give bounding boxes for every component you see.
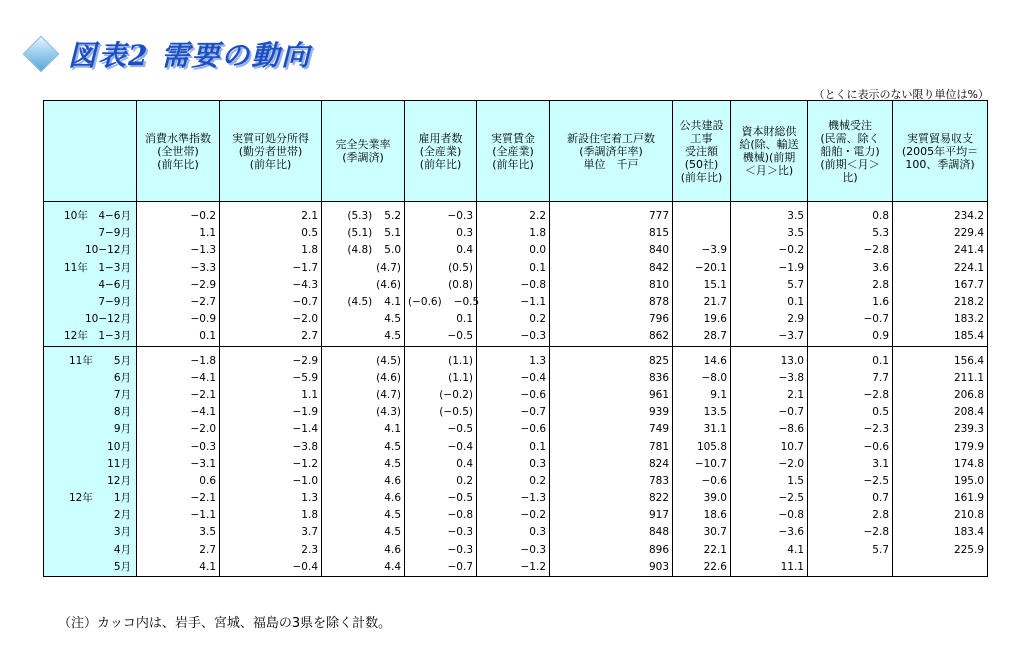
table-cell: 241.4 xyxy=(893,242,988,259)
table-cell: −0.6 xyxy=(673,473,731,490)
table-cell: 824 xyxy=(550,456,673,473)
excluded-value: (4.8) xyxy=(347,244,373,257)
table-cell: −0.3 xyxy=(405,542,477,559)
table-cell: −0.7 xyxy=(405,559,477,577)
table-cell: 15.1 xyxy=(673,277,731,294)
table-cell: 22.6 xyxy=(673,559,731,577)
table-cell: −0.5 xyxy=(405,490,477,507)
table-cell: 22.1 xyxy=(673,542,731,559)
cell-value: 5.0 xyxy=(384,244,401,257)
table-cell: 0.3 xyxy=(477,456,550,473)
table-cell: (4.7) xyxy=(322,260,405,277)
table-cell: 167.7 xyxy=(893,277,988,294)
table-body xyxy=(44,202,988,577)
table-cell: 5.7 xyxy=(808,542,893,559)
table-cell: 7.7 xyxy=(808,370,893,387)
table-cell: 31.1 xyxy=(673,421,731,438)
row-label: 2月 xyxy=(44,507,137,524)
table-cell: −0.4 xyxy=(405,438,477,455)
table-cell: 836 xyxy=(550,370,673,387)
table-cell: −8.6 xyxy=(731,421,808,438)
table-cell: 14.6 xyxy=(673,353,731,370)
table-cell: −2.0 xyxy=(220,311,322,328)
table-cell: 183.2 xyxy=(893,311,988,328)
table-cell: 0.1 xyxy=(477,260,550,277)
cell-value: 4.1 xyxy=(384,296,401,309)
table-row xyxy=(44,294,988,311)
table-cell: −2.7 xyxy=(137,294,220,311)
row-label: 7−9月 xyxy=(44,225,137,242)
table-cell: 878 xyxy=(550,294,673,311)
row-label: 3月 xyxy=(44,524,137,541)
table-cell: 0.3 xyxy=(477,524,550,541)
table-cell: 2.9 xyxy=(731,311,808,328)
table-cell: 749 xyxy=(550,421,673,438)
header-blank xyxy=(44,101,137,202)
table-cell: −2.0 xyxy=(137,421,220,438)
table-cell: −0.6 xyxy=(477,387,550,404)
table-row xyxy=(44,260,988,277)
table-cell: 0.1 xyxy=(405,311,477,328)
table-cell xyxy=(405,294,480,311)
table-cell: 0.9 xyxy=(808,328,893,346)
table-cell: 1.3 xyxy=(220,490,322,507)
diamond-icon xyxy=(23,36,60,73)
table-cell xyxy=(322,208,405,225)
table-cell: 4.4 xyxy=(322,559,405,577)
table-cell: 225.9 xyxy=(893,542,988,559)
table-cell: −2.1 xyxy=(137,387,220,404)
table-cell: 2.7 xyxy=(220,328,322,346)
column-header: 消費水準指数 (全世帯) (前年比) xyxy=(137,101,220,202)
table-cell: −0.3 xyxy=(405,208,477,225)
table-cell: −0.8 xyxy=(731,507,808,524)
table-row xyxy=(44,542,988,559)
row-label: 10−12月 xyxy=(44,242,137,259)
table-cell: −3.3 xyxy=(137,260,220,277)
table-cell: −2.8 xyxy=(808,524,893,541)
demand-table xyxy=(43,100,988,577)
column-header: 実質可処分所得 (勤労者世帯) (前年比) xyxy=(220,101,322,202)
table-cell: 28.7 xyxy=(673,328,731,346)
table-cell: −0.9 xyxy=(137,311,220,328)
table-cell: 1.6 xyxy=(808,294,893,311)
row-label: 10年 4−6月 xyxy=(44,208,137,225)
table-cell: 10.7 xyxy=(731,438,808,455)
table-cell: −0.8 xyxy=(405,507,477,524)
row-label: 12年 1月 xyxy=(44,490,137,507)
table-cell: 161.9 xyxy=(893,490,988,507)
table-cell: −0.6 xyxy=(808,438,893,455)
table-cell: 781 xyxy=(550,438,673,455)
header-row xyxy=(44,101,988,202)
table-cell: 3.5 xyxy=(731,225,808,242)
table-cell: 825 xyxy=(550,353,673,370)
table-row xyxy=(44,438,988,455)
table-cell: (0.8) xyxy=(405,277,477,294)
table-cell xyxy=(322,225,405,242)
table-cell: 174.8 xyxy=(893,456,988,473)
unit-note: （とくに表示のない限り単位は%） xyxy=(813,88,989,101)
table-cell: 234.2 xyxy=(893,208,988,225)
column-header: 実質賃金 (全産業) (前年比) xyxy=(477,101,550,202)
row-label: 9月 xyxy=(44,421,137,438)
row-label: 11月 xyxy=(44,456,137,473)
table-cell: −1.3 xyxy=(477,490,550,507)
table-row xyxy=(44,404,988,421)
table-cell: 848 xyxy=(550,524,673,541)
table-cell: 185.4 xyxy=(893,328,988,346)
cell-value: 5.2 xyxy=(384,210,401,223)
table-cell: (4.6) xyxy=(322,277,405,294)
table-cell: −0.5 xyxy=(405,328,477,346)
excluded-value: (5.3) xyxy=(347,210,373,223)
column-header: 資本財総供 給(除、輸送 機械)(前期 ＜月＞比) xyxy=(731,101,808,202)
table-cell: −0.2 xyxy=(477,507,550,524)
table-cell: −1.7 xyxy=(220,260,322,277)
row-label: 4−6月 xyxy=(44,277,137,294)
table-cell: 4.5 xyxy=(322,524,405,541)
table-cell: 3.5 xyxy=(731,208,808,225)
table-cell: 777 xyxy=(550,208,673,225)
table-cell: 3.1 xyxy=(808,456,893,473)
table-row xyxy=(44,277,988,294)
table-cell: −4.1 xyxy=(137,370,220,387)
table-cell: 961 xyxy=(550,387,673,404)
table-cell: 4.6 xyxy=(322,473,405,490)
table-cell: 3.7 xyxy=(220,524,322,541)
table-cell: 0.8 xyxy=(808,208,893,225)
table-cell: −3.9 xyxy=(673,242,731,259)
table-cell: 0.1 xyxy=(808,353,893,370)
table-cell: −1.0 xyxy=(220,473,322,490)
table-cell: 840 xyxy=(550,242,673,259)
table-cell: 2.8 xyxy=(808,507,893,524)
table-row xyxy=(44,490,988,507)
table-cell xyxy=(322,242,405,259)
table-cell: 19.6 xyxy=(673,311,731,328)
table-cell: 0.1 xyxy=(477,438,550,455)
table-cell: 4.5 xyxy=(322,311,405,328)
table-cell: −1.9 xyxy=(731,260,808,277)
table-cell: −0.3 xyxy=(477,542,550,559)
row-label: 5月 xyxy=(44,559,137,577)
table-cell: 11.1 xyxy=(731,559,808,577)
table-cell: 5.3 xyxy=(808,225,893,242)
table-cell: 4.1 xyxy=(322,421,405,438)
table-cell: 2.2 xyxy=(477,208,550,225)
table-cell: (4.5) xyxy=(322,353,405,370)
table-cell: (0.5) xyxy=(405,260,477,277)
table-cell: −1.9 xyxy=(220,404,322,421)
table-cell: −0.8 xyxy=(477,277,550,294)
table-cell: 1.8 xyxy=(220,242,322,259)
table-row xyxy=(44,328,988,346)
table-cell: (1.1) xyxy=(405,353,477,370)
table-cell: 903 xyxy=(550,559,673,577)
table-cell: 0.5 xyxy=(808,404,893,421)
table-cell: −3.8 xyxy=(731,370,808,387)
table-cell: 1.3 xyxy=(477,353,550,370)
table-cell: 0.6 xyxy=(137,473,220,490)
table-row xyxy=(44,353,988,370)
table-row xyxy=(44,559,988,577)
footnote: （注）カッコ内は、岩手、宮城、福島の3県を除く計数。 xyxy=(58,616,392,631)
table-cell: 0.1 xyxy=(137,328,220,346)
table-cell: 796 xyxy=(550,311,673,328)
table-cell: 9.1 xyxy=(673,387,731,404)
table-cell: 218.2 xyxy=(893,294,988,311)
table-row xyxy=(44,242,988,259)
table-cell: 2.8 xyxy=(808,277,893,294)
table-row xyxy=(44,208,988,225)
row-label: 12月 xyxy=(44,473,137,490)
table-cell: 4.6 xyxy=(322,542,405,559)
table-cell: −1.4 xyxy=(220,421,322,438)
table-cell: (−0.2) xyxy=(405,387,477,404)
table-cell: −4.3 xyxy=(220,277,322,294)
table-cell: 224.1 xyxy=(893,260,988,277)
column-header: 公共建設 工事 受注額 (50社) (前年比) xyxy=(673,101,731,202)
table-cell: −3.8 xyxy=(220,438,322,455)
table-cell: 229.4 xyxy=(893,225,988,242)
table-cell: −3.6 xyxy=(731,524,808,541)
table-cell: 239.3 xyxy=(893,421,988,438)
title-area xyxy=(24,34,311,74)
table-cell: −1.1 xyxy=(477,294,550,311)
table-cell: 105.8 xyxy=(673,438,731,455)
table-cell: 206.8 xyxy=(893,387,988,404)
table-cell: −0.7 xyxy=(220,294,322,311)
table-cell: 1.1 xyxy=(137,225,220,242)
row-label: 7−9月 xyxy=(44,294,137,311)
table-cell: 0.7 xyxy=(808,490,893,507)
table-cell: 39.0 xyxy=(673,490,731,507)
table-cell: −2.0 xyxy=(731,456,808,473)
table-cell: −0.3 xyxy=(137,438,220,455)
row-label: 4月 xyxy=(44,542,137,559)
table-row xyxy=(44,473,988,490)
table-cell: 13.0 xyxy=(731,353,808,370)
row-label: 10−12月 xyxy=(44,311,137,328)
row-label: 11年 5月 xyxy=(44,353,137,370)
excluded-value: (5.1) xyxy=(347,227,373,240)
table-cell: 183.4 xyxy=(893,524,988,541)
table-cell: −0.2 xyxy=(137,208,220,225)
row-label: 12年 1−3月 xyxy=(44,328,137,346)
table-cell: 2.3 xyxy=(220,542,322,559)
table-cell: 208.4 xyxy=(893,404,988,421)
table-cell: −0.3 xyxy=(477,328,550,346)
table-cell xyxy=(322,294,405,311)
table-cell: 896 xyxy=(550,542,673,559)
row-label: 11年 1−3月 xyxy=(44,260,137,277)
table-row xyxy=(44,421,988,438)
table-cell: −2.9 xyxy=(137,277,220,294)
table-cell: −4.1 xyxy=(137,404,220,421)
table-cell: −2.9 xyxy=(220,353,322,370)
column-header: 新設住宅着工戸数 (季調済年率) 単位 千戸 xyxy=(550,101,673,202)
table-cell xyxy=(673,208,731,225)
table-row xyxy=(44,370,988,387)
table-cell: 783 xyxy=(550,473,673,490)
table-row xyxy=(44,507,988,524)
table-cell: 2.1 xyxy=(731,387,808,404)
row-label: 7月 xyxy=(44,387,137,404)
table-cell: 21.7 xyxy=(673,294,731,311)
column-header: 実質貿易収支 (2005年平均＝ 100、季調済) xyxy=(893,101,988,202)
table-cell: 842 xyxy=(550,260,673,277)
table-cell: −2.8 xyxy=(808,387,893,404)
table-cell: 917 xyxy=(550,507,673,524)
table-cell: −1.8 xyxy=(137,353,220,370)
table-cell: 4.5 xyxy=(322,456,405,473)
table-cell: 0.2 xyxy=(477,473,550,490)
table-cell: 4.6 xyxy=(322,490,405,507)
table-cell: −2.3 xyxy=(808,421,893,438)
table-cell: 3.5 xyxy=(137,524,220,541)
table-cell: (4.6) xyxy=(322,370,405,387)
table-cell: 0.1 xyxy=(731,294,808,311)
table-cell: 822 xyxy=(550,490,673,507)
table-cell: 2.7 xyxy=(137,542,220,559)
table-cell: 5.7 xyxy=(731,277,808,294)
table-cell: 0.5 xyxy=(220,225,322,242)
table-cell: −0.7 xyxy=(808,311,893,328)
table-cell: 0.2 xyxy=(477,311,550,328)
table-cell: 156.4 xyxy=(893,353,988,370)
table-cell: 1.5 xyxy=(731,473,808,490)
table-cell: (4.7) xyxy=(322,387,405,404)
table-cell: 0.4 xyxy=(405,242,477,259)
table-cell: −1.1 xyxy=(137,507,220,524)
cell-value: −0.5 xyxy=(453,296,480,309)
table-cell: 4.1 xyxy=(731,542,808,559)
table-cell: 1.1 xyxy=(220,387,322,404)
table-cell: 939 xyxy=(550,404,673,421)
table-cell: 30.7 xyxy=(673,524,731,541)
table-cell: 195.0 xyxy=(893,473,988,490)
table-cell: −0.2 xyxy=(731,242,808,259)
table-cell: 0.2 xyxy=(405,473,477,490)
table-cell: −10.7 xyxy=(673,456,731,473)
table-row xyxy=(44,225,988,242)
cell-value: 5.1 xyxy=(384,227,401,240)
table-cell: −3.1 xyxy=(137,456,220,473)
table-cell: 179.9 xyxy=(893,438,988,455)
table-cell xyxy=(673,225,731,242)
column-header: 機械受注 (民需、除く 船舶・電力) (前期＜月＞ 比) xyxy=(808,101,893,202)
table-cell: −20.1 xyxy=(673,260,731,277)
table-cell: −0.6 xyxy=(477,421,550,438)
table-cell: −3.7 xyxy=(731,328,808,346)
table-cell: −2.5 xyxy=(731,490,808,507)
table-cell: −2.5 xyxy=(808,473,893,490)
column-header: 雇用者数 (全産業) (前年比) xyxy=(405,101,477,202)
table-row xyxy=(44,456,988,473)
table-cell xyxy=(893,559,988,577)
row-label: 6月 xyxy=(44,370,137,387)
table-cell: 210.8 xyxy=(893,507,988,524)
table-cell: 862 xyxy=(550,328,673,346)
table-cell xyxy=(808,559,893,577)
table-cell: 815 xyxy=(550,225,673,242)
table-row xyxy=(44,524,988,541)
table-cell: 211.1 xyxy=(893,370,988,387)
table-cell: 3.6 xyxy=(808,260,893,277)
table-cell: −1.2 xyxy=(477,559,550,577)
excluded-value: (−0.6) xyxy=(408,296,442,309)
table-cell: 4.5 xyxy=(322,507,405,524)
page-title: 図表2 需要の動向 xyxy=(68,39,312,72)
row-label: 8月 xyxy=(44,404,137,421)
table-cell: −1.3 xyxy=(137,242,220,259)
table-cell: −0.7 xyxy=(731,404,808,421)
table-cell: 1.8 xyxy=(477,225,550,242)
table-cell: −1.2 xyxy=(220,456,322,473)
table-cell: 1.8 xyxy=(220,507,322,524)
table-cell: 2.1 xyxy=(220,208,322,225)
table-cell: 0.4 xyxy=(405,456,477,473)
table-cell: −0.5 xyxy=(405,421,477,438)
table-cell: −0.3 xyxy=(405,524,477,541)
row-label: 10月 xyxy=(44,438,137,455)
table-row xyxy=(44,387,988,404)
table-cell: −0.7 xyxy=(477,404,550,421)
table-cell: 0.3 xyxy=(405,225,477,242)
table-cell: −0.4 xyxy=(477,370,550,387)
excluded-value: (4.5) xyxy=(347,296,373,309)
table-cell: 4.5 xyxy=(322,438,405,455)
table-cell: 4.5 xyxy=(322,328,405,346)
table-cell: 18.6 xyxy=(673,507,731,524)
table-cell: 810 xyxy=(550,277,673,294)
table-row xyxy=(44,311,988,328)
table-cell: (1.1) xyxy=(405,370,477,387)
table-cell: (−0.5) xyxy=(405,404,477,421)
table-cell: 0.0 xyxy=(477,242,550,259)
table-cell: −8.0 xyxy=(673,370,731,387)
table-cell: −2.1 xyxy=(137,490,220,507)
table-cell: 4.1 xyxy=(137,559,220,577)
table-cell: (4.3) xyxy=(322,404,405,421)
table-cell: 13.5 xyxy=(673,404,731,421)
table-cell: −5.9 xyxy=(220,370,322,387)
table-cell: −0.4 xyxy=(220,559,322,577)
table-cell: −2.8 xyxy=(808,242,893,259)
column-header: 完全失業率 (季調済) xyxy=(322,101,405,202)
